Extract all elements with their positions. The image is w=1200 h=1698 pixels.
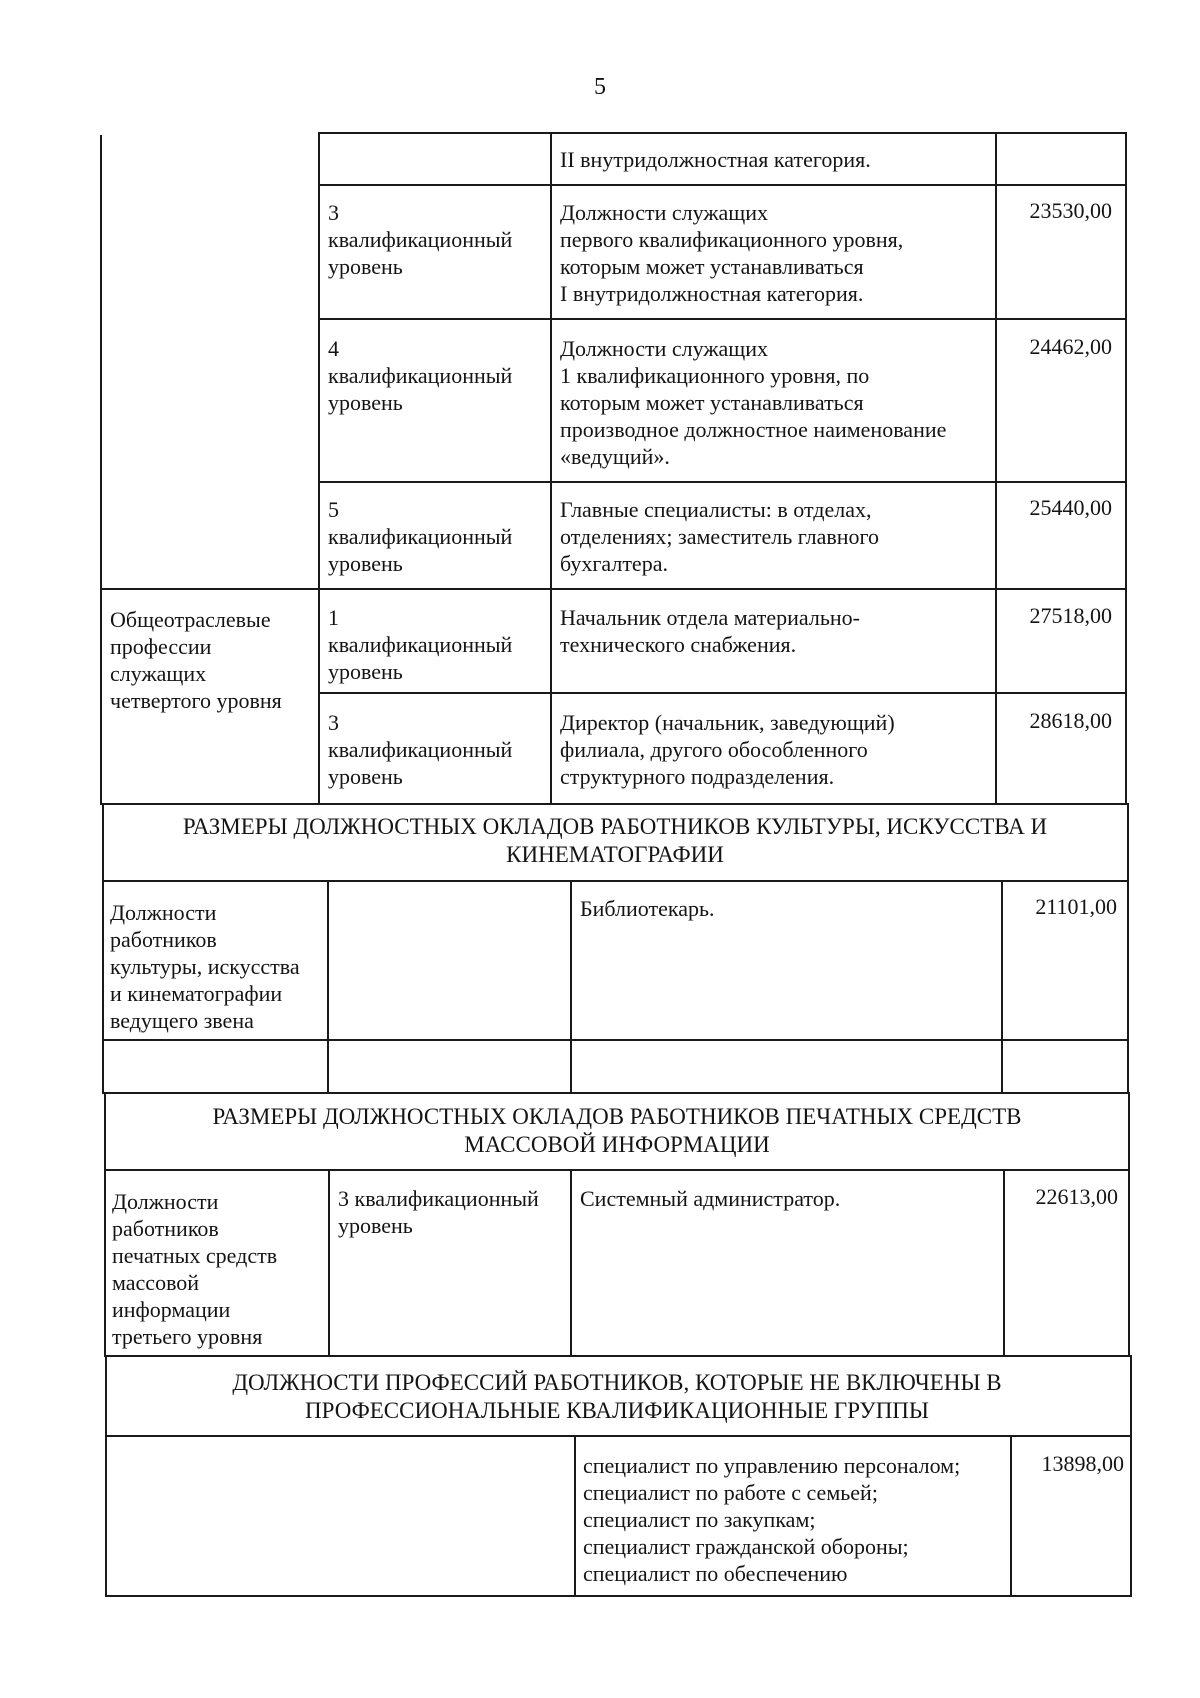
row-divider [100, 588, 1127, 590]
positions-cell: Библиотекарь. [580, 896, 715, 921]
group-cell: Должности работников культуры, искусства и кинематографии ведущего звена [110, 900, 300, 1033]
salary-cell: 27518,00 [1029, 603, 1112, 628]
salary-cell: 24462,00 [1029, 334, 1112, 359]
table-left-border [100, 135, 102, 805]
positions-cell: специалист по управлению персоналом; специалист по работе с семьей; специалист по закупкам; специалист гражданской обороны; специалист по обеспечению [583, 1453, 961, 1586]
level-cell: 4 квалификационный уровень [328, 336, 513, 415]
level-cell: 1 квалификационный уровень [328, 605, 513, 684]
salary-cell: 25440,00 [1029, 495, 1112, 520]
row-divider [318, 132, 1127, 134]
column-divider [570, 1169, 572, 1357]
table-left-border [102, 803, 104, 1094]
group-cell: Должности работников печатных средств массовой информации третьего уровня [112, 1189, 278, 1349]
positions-cell: Должности служащих 1 квалификационного уровня, по которым может устанавливаться производное должностное наименование «ведущий». [560, 336, 947, 469]
table-left-border [105, 1355, 107, 1597]
salary-cell: 23530,00 [1029, 198, 1112, 223]
row-divider [100, 803, 1127, 805]
section-title: РАЗМЕРЫ ДОЛЖНОСТНЫХ ОКЛАДОВ РАБОТНИКОВ КУЛЬТУРЫ, ИСКУССТВА И КИНЕМАТОГРАФИИ [182, 814, 1048, 867]
positions-cell: II внутридолжностная категория. [560, 147, 871, 172]
column-divider [570, 880, 572, 1094]
page-number: 5 [594, 74, 606, 100]
salary-cell: 13898,00 [1041, 1451, 1124, 1476]
column-divider [995, 132, 997, 805]
level-cell: 3 квалификационный уровень [328, 710, 513, 789]
salary-cell: 21101,00 [1035, 894, 1117, 919]
positions-cell: Должности служащих первого квалификационного уровня, которым может устанавливаться I внутридолжностная категория. [560, 200, 904, 306]
row-divider [102, 880, 1129, 882]
positions-cell: Главные специалисты: в отделах, отделениях; заместитель главного бухгалтера. [560, 497, 880, 576]
table-right-border [1128, 1092, 1130, 1357]
column-divider [1010, 1435, 1012, 1597]
section-title: ДОЛЖНОСТИ ПРОФЕССИЙ РАБОТНИКОВ, КОТОРЫЕ НЕ ВКЛЮЧЕНЫ В ПРОФЕССИОНАЛЬНЫЕ КВАЛИФИКАЦИОННЫЕ ГРУППЫ [232, 1370, 1002, 1423]
row-divider [318, 318, 1127, 320]
row-divider [318, 481, 1127, 483]
column-divider [1003, 1169, 1005, 1357]
column-divider [318, 132, 320, 805]
group-cell: Общеотраслевые профессии служащих четвертого уровня [110, 607, 282, 713]
row-divider [104, 1355, 1130, 1357]
level-cell: 3 квалификационный уровень [328, 200, 513, 279]
table-left-border [104, 1092, 106, 1357]
section-title: РАЗМЕРЫ ДОЛЖНОСТНЫХ ОКЛАДОВ РАБОТНИКОВ ПЕЧАТНЫХ СРЕДСТВ МАССОВОЙ ИНФОРМАЦИИ [212, 1104, 1022, 1157]
row-divider [318, 692, 1127, 694]
row-divider [102, 1039, 1129, 1041]
positions-cell: Директор (начальник, заведующий) филиала, другого обособленного структурного подразделения. [560, 710, 895, 789]
salary-cell: 22613,00 [1035, 1184, 1118, 1209]
column-divider [1001, 880, 1003, 1094]
level-cell: 5 квалификационный уровень [328, 497, 513, 576]
positions-cell: Системный администратор. [580, 1186, 841, 1211]
column-divider [550, 132, 552, 805]
row-divider [104, 1169, 1130, 1171]
row-divider [105, 1435, 1132, 1437]
table-right-border [1130, 1355, 1132, 1597]
column-divider [328, 1169, 330, 1357]
level-cell: 3 квалификационный уровень [338, 1186, 539, 1238]
table-right-border [1127, 803, 1129, 1094]
table-right-border [1125, 132, 1127, 805]
positions-cell: Начальник отдела материально- технического снабжения. [560, 605, 860, 657]
salary-cell: 28618,00 [1029, 708, 1112, 733]
table-bottom-border [105, 1595, 1132, 1597]
row-divider [318, 184, 1127, 186]
row-divider [102, 1092, 1129, 1094]
column-divider [574, 1435, 576, 1597]
